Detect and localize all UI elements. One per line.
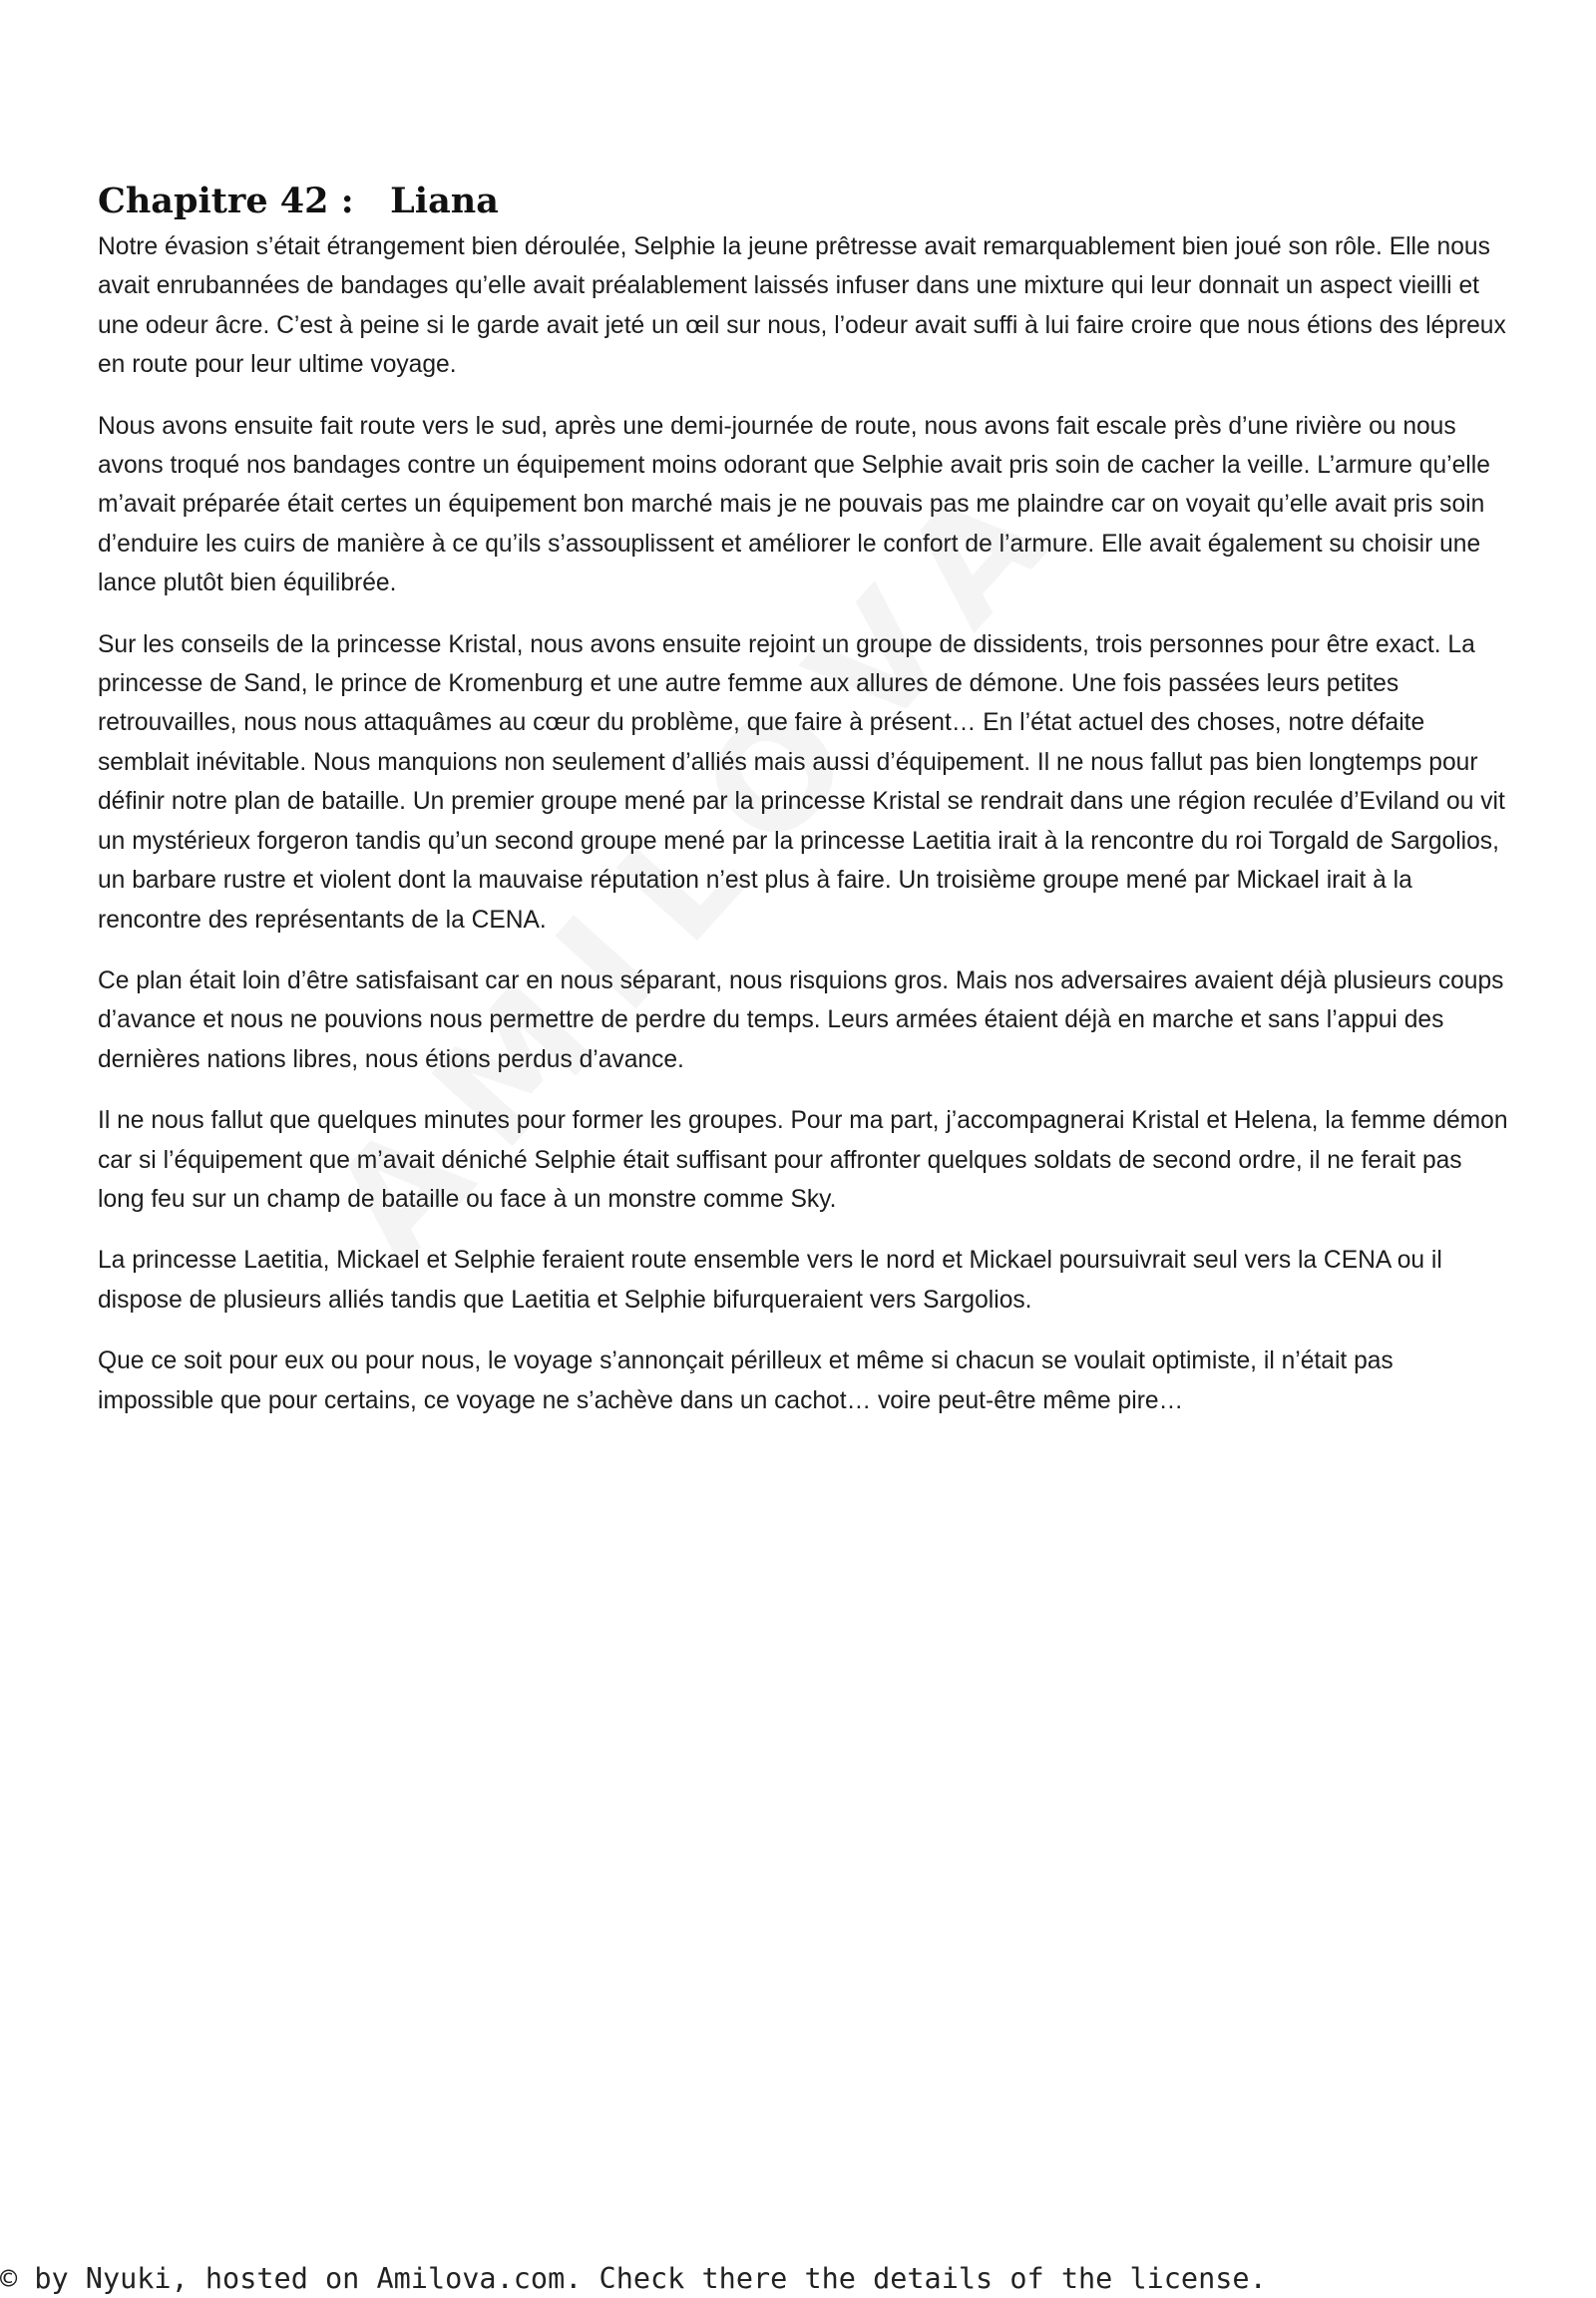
paragraph-6: La princesse Laetitia, Mickael et Selphie feraient route ensemble vers le nord et Mickael poursuivrait seul vers la CENA ou il dispose de plusieurs alliés tandis que Laetitia et Selphie bifurqueraient vers Sargolios. bbox=[98, 1247, 1442, 1314]
paragraph-2: Nous avons ensuite fait route vers le sud, après une demi-journée de route, nous avons fait escale près d’une rivière ou nous avons troqué nos bandages contre un équipement moins odorant que Selphie avait pris soin de cacher la veille. L’armure qu’elle m’avait préparée était certes un équipement bon marché mais je ne pouvais pas me plaindre car on voyait qu’elle avait pris soin d’enduire les cuirs de manière à ce qu’ils s’assouplissent et améliorer le confort de l’armure. Elle avait également su choisir une lance plutôt bien équilibrée. bbox=[98, 412, 1490, 597]
paragraph-5: Il ne nous fallut que quelques minutes pour former les groupes. Pour ma part, j’accompagnerai Kristal et Helena, la femme démon car si l’équipement que m’avait déniché Selphie était suffisant pour affronter quelques soldats de second ordre, il ne ferait pas long feu sur un champ de bataille ou face à un monstre comme Sky. bbox=[98, 1107, 1508, 1213]
license-footer: © by Nyuki, hosted on Amilova.com. Check there the details of the license. bbox=[0, 2262, 1267, 2295]
paragraph-7: Que ce soit pour eux ou pour nous, le voyage s’annonçait périlleux et même si chacun se voulait optimiste, il n’était pas impossible que pour certains, ce voyage ne s’achève dans un cachot… voire peut-être même pire… bbox=[98, 1347, 1394, 1414]
paragraph-4: Ce plan était loin d’être satisfaisant car en nous séparant, nous risquions gros. Mais nos adversaires avaient déjà plusieurs coups d’avance et nous ne pouvions nous permettre de perdre du temps. Leurs armées étaient déjà en marche et sans l’appui des dernières nations libres, nous étions perdus d’avance. bbox=[98, 966, 1504, 1073]
paragraph-1: Notre évasion s’était étrangement bien déroulée, Selphie la jeune prêtresse avait remarquablement bien joué son rôle. Elle nous avait enrubannées de bandages qu’elle avait préalablement laissés infuser dans une mixture qui leur donnait un aspect vieilli et une odeur âcre. C’est à peine si le garde avait jeté un œil sur nous, l’odeur avait suffi à lui faire croire que nous étions des lépreux en route pour leur ultime voyage. bbox=[98, 233, 1506, 379]
chapter-title: Chapitre 42 : Liana bbox=[98, 181, 499, 221]
document-body bbox=[98, 178, 1514, 1442]
paragraph-3: Sur les conseils de la princesse Kristal, nous avons ensuite rejoint un groupe de dissidents, trois personnes pour être exact. La princesse de Sand, le prince de Kromenburg et une autre femme aux allures de démone. Une fois passées leurs petites retrouvailles, nous nous attaquâmes au cœur du problème, que faire à présent… En l’état actuel des choses, notre défaite semblait inévitable. Nous manquions non seulement d’alliés mais aussi d’équipement. Il ne nous fallut pas bien longtemps pour définir notre plan de bataille. Un premier groupe mené par la princesse Kristal se rendrait dans une région reculée d’Eviland ou vit un mystérieux forgeron tandis qu’un second groupe mené par la princesse Laetitia irait à la rencontre du roi Torgald de Sargolios, un barbare rustre et violent dont la mauvaise réputation n’est plus à faire. Un troisième groupe mené par Mickael irait à la rencontre des représentants de la CENA. bbox=[98, 630, 1505, 934]
